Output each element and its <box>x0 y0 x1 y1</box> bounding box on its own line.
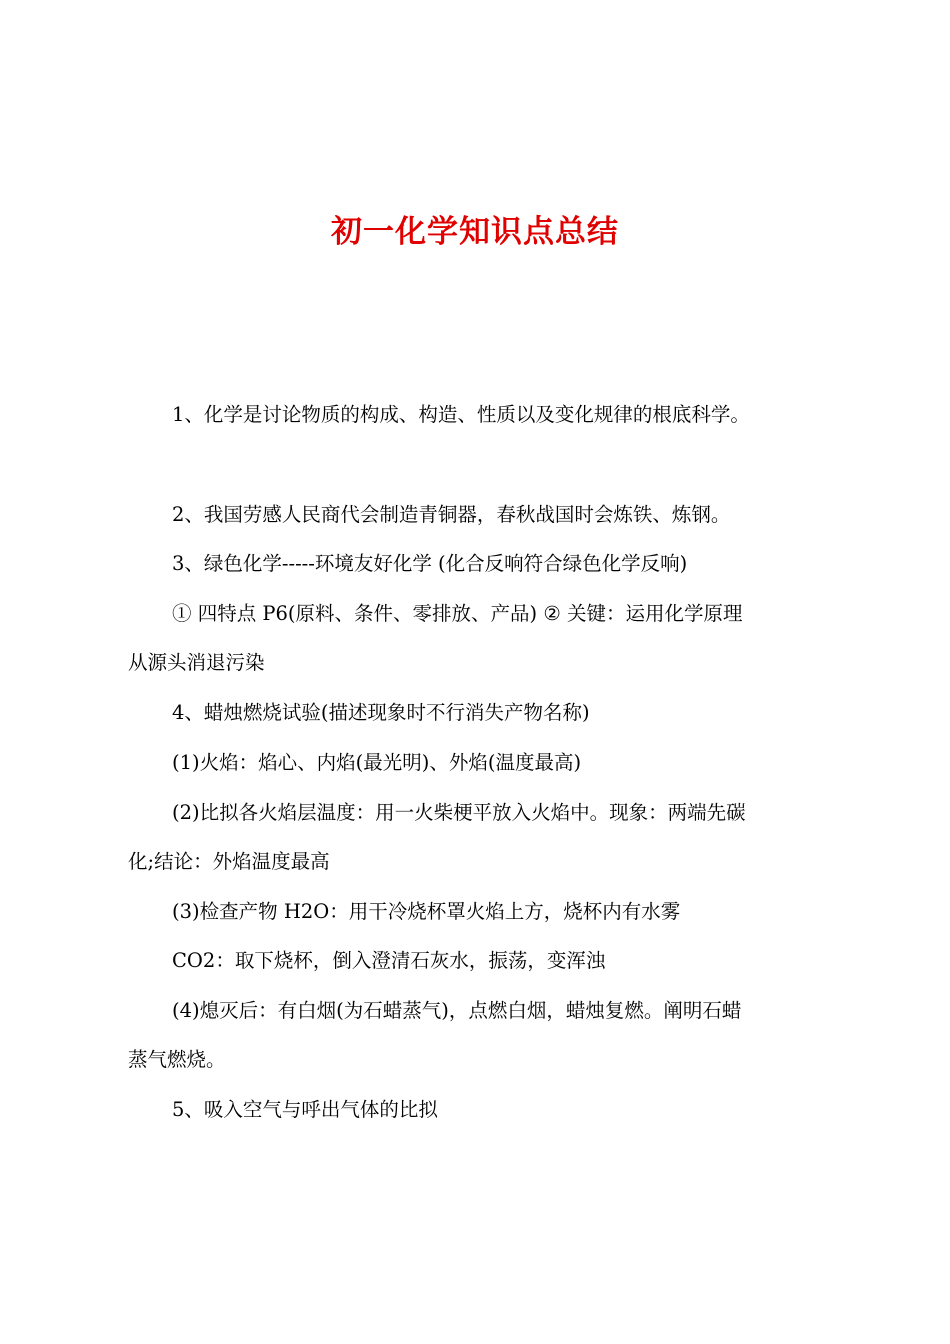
paragraph-4-item-3: (3)检查产物 H2O：用干冷烧杯罩火焰上方，烧杯内有水雾 <box>172 900 681 923</box>
document-title: 初一化学知识点总结 <box>331 214 619 250</box>
paragraph-3-detail-line-1: ① 四特点 P6(原料、条件、零排放、产品) ② 关键：运用化学原理 <box>172 602 743 625</box>
paragraph-3-detail-line-2: 从源头消退污染 <box>128 651 265 674</box>
paragraph-5: 5、吸入空气与呼出气体的比拟 <box>172 1098 438 1121</box>
paragraph-4-item-3-co2: CO2：取下烧杯，倒入澄清石灰水，振荡，变浑浊 <box>172 949 606 972</box>
paragraph-4-item-2-line-2: 化;结论：外焰温度最高 <box>128 850 330 873</box>
paragraph-4-item-4-line-1: (4)熄灭后：有白烟(为石蜡蒸气)，点燃白烟，蜡烛复燃。阐明石蜡 <box>172 999 742 1022</box>
paragraph-4-item-1: (1)火焰：焰心、内焰(最光明)、外焰(温度最高) <box>172 751 582 774</box>
paragraph-4-item-2-line-1: (2)比拟各火焰层温度：用一火柴梗平放入火焰中。现象：两端先碳 <box>172 801 746 824</box>
paragraph-3: 3、绿色化学-----环境友好化学 (化合反响符合绿色化学反响) <box>172 552 688 575</box>
paragraph-4: 4、蜡烛燃烧试验(描述现象时不行消失产物名称) <box>172 701 590 724</box>
paragraph-1: 1、化学是讨论物质的构成、构造、性质以及变化规律的根底科学。 <box>172 403 750 426</box>
paragraph-4-item-4-line-2: 蒸气燃烧。 <box>128 1048 226 1071</box>
paragraph-2: 2、我国劳感人民商代会制造青铜器，春秋战国时会炼铁、炼钢。 <box>172 503 731 526</box>
